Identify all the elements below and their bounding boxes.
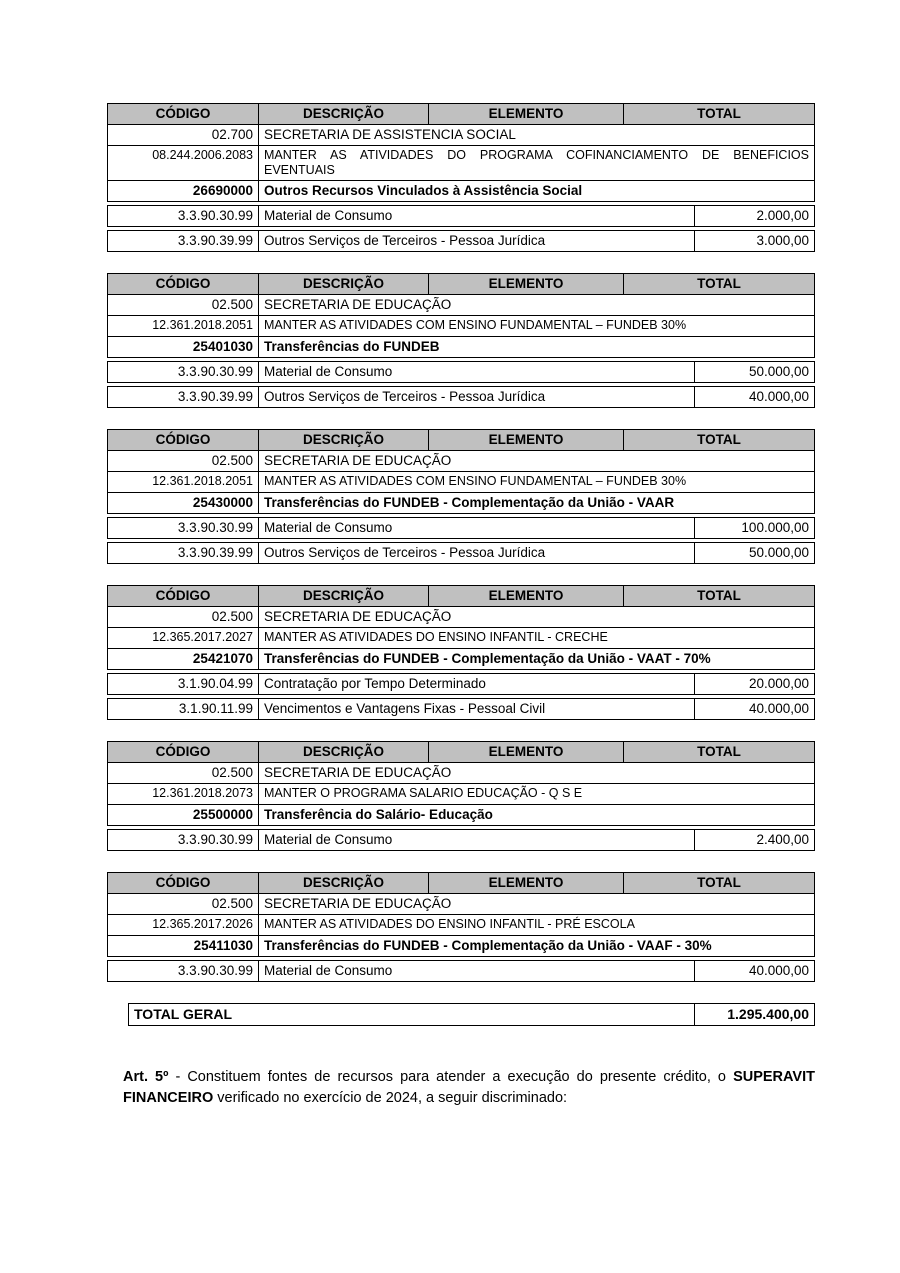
action-row (107, 627, 815, 649)
org-code: 02.700 (211, 127, 253, 142)
element-total: 40.000,00 (694, 387, 814, 407)
budget-table-3 (107, 429, 815, 564)
org-name: SECRETARIA DE EDUCAÇÃO (258, 295, 814, 315)
org-row (107, 124, 815, 146)
source-row (107, 180, 815, 202)
article-paragraph (123, 1067, 815, 1109)
article-number: Art. 5º (123, 1069, 169, 1085)
header-codigo: CÓDIGO (155, 276, 211, 291)
source-name: Transferências do FUNDEB - Complementação da União - VAAF - 30% (258, 936, 814, 956)
element-code: 3.3.90.39.99 (177, 233, 253, 248)
element-total: 2.400,00 (694, 830, 814, 850)
source-code: 26690000 (192, 183, 253, 198)
org-row (107, 606, 815, 628)
element-code: 3.1.90.04.99 (177, 676, 253, 691)
element-row (107, 829, 815, 851)
action-code: 08.244.2006.2083 (152, 148, 253, 162)
source-name: Outros Recursos Vinculados à Assistência Social (258, 181, 814, 201)
element-code: 3.3.90.30.99 (177, 520, 253, 535)
element-name: Material de Consumo (258, 961, 694, 981)
org-code: 02.500 (211, 609, 253, 624)
element-row (107, 960, 815, 982)
org-name: SECRETARIA DE EDUCAÇÃO (258, 607, 814, 627)
element-row (107, 673, 815, 695)
header-codigo: CÓDIGO (155, 744, 211, 759)
element-row (107, 205, 815, 227)
source-row (107, 648, 815, 670)
element-name: Vencimentos e Vantagens Fixas - Pessoal Civil (258, 699, 694, 719)
org-row (107, 893, 815, 915)
header-descricao: DESCRIÇÃO (258, 742, 428, 762)
header-descricao: DESCRIÇÃO (258, 873, 428, 893)
action-name: MANTER AS ATIVIDADES DO PROGRAMA COFINANCIAMENTO DE BENEFICIOS EVENTUAIS (258, 146, 814, 180)
table-header-row (107, 872, 815, 894)
element-total: 50.000,00 (694, 543, 814, 563)
header-elemento: ELEMENTO (428, 586, 623, 606)
source-row (107, 935, 815, 957)
action-code: 12.361.2018.2073 (152, 786, 253, 800)
budget-table-6 (107, 872, 815, 982)
article-text-2: verificado no exercício de 2024, a seguir discriminado: (213, 1090, 568, 1107)
header-elemento: ELEMENTO (428, 742, 623, 762)
total-geral-label: TOTAL GERAL (134, 1006, 232, 1022)
header-descricao: DESCRIÇÃO (258, 274, 428, 294)
element-name: Outros Serviços de Terceiros - Pessoa Jurídica (258, 387, 694, 407)
element-total: 40.000,00 (694, 699, 814, 719)
budget-table-2 (107, 273, 815, 408)
org-code: 02.500 (211, 453, 253, 468)
org-row (107, 450, 815, 472)
element-total: 2.000,00 (694, 206, 814, 226)
element-name: Material de Consumo (258, 362, 694, 382)
header-total: TOTAL (623, 586, 814, 606)
element-name: Material de Consumo (258, 830, 694, 850)
element-row (107, 517, 815, 539)
action-row (107, 914, 815, 936)
element-total: 20.000,00 (694, 674, 814, 694)
source-code: 25401030 (192, 339, 253, 354)
source-code: 25430000 (192, 495, 253, 510)
element-name: Material de Consumo (258, 518, 694, 538)
action-name: MANTER O PROGRAMA SALARIO EDUCAÇÃO - Q S E (258, 784, 814, 804)
superavit-financeiro-label: SUPERAVIT FINANCEIRO (123, 1069, 815, 1107)
action-code: 12.365.2017.2026 (152, 917, 253, 931)
table-header-row (107, 429, 815, 451)
header-descricao: DESCRIÇÃO (258, 430, 428, 450)
source-row (107, 336, 815, 358)
org-name: SECRETARIA DE EDUCAÇÃO (258, 451, 814, 471)
action-name: MANTER AS ATIVIDADES COM ENSINO FUNDAMENTAL – FUNDEB 30% (258, 472, 814, 492)
org-row (107, 762, 815, 784)
org-code: 02.500 (211, 896, 253, 911)
source-code: 25500000 (192, 807, 253, 822)
header-elemento: ELEMENTO (428, 430, 623, 450)
header-total: TOTAL (623, 104, 814, 124)
header-descricao: DESCRIÇÃO (258, 586, 428, 606)
header-codigo: CÓDIGO (155, 588, 211, 603)
header-codigo: CÓDIGO (155, 432, 211, 447)
element-code: 3.3.90.30.99 (177, 832, 253, 847)
element-code: 3.3.90.39.99 (177, 545, 253, 560)
budget-table-1 (107, 103, 815, 252)
element-name: Outros Serviços de Terceiros - Pessoa Jurídica (258, 543, 694, 563)
action-code: 12.361.2018.2051 (152, 474, 253, 488)
header-elemento: ELEMENTO (428, 274, 623, 294)
org-name: SECRETARIA DE EDUCAÇÃO (258, 763, 814, 783)
header-total: TOTAL (623, 742, 814, 762)
action-code: 12.365.2017.2027 (152, 630, 253, 644)
action-row (107, 145, 815, 181)
total-geral-row (128, 1003, 815, 1026)
source-code: 25411030 (193, 938, 253, 953)
element-row (107, 698, 815, 720)
source-name: Transferências do FUNDEB (258, 337, 814, 357)
element-name: Material de Consumo (258, 206, 694, 226)
header-elemento: ELEMENTO (428, 104, 623, 124)
org-row (107, 294, 815, 316)
element-code: 3.3.90.39.99 (177, 389, 253, 404)
element-code: 3.3.90.30.99 (177, 208, 253, 223)
element-name: Outros Serviços de Terceiros - Pessoa Jurídica (258, 231, 694, 251)
org-code: 02.500 (211, 765, 253, 780)
header-total: TOTAL (623, 873, 814, 893)
action-name: MANTER AS ATIVIDADES COM ENSINO FUNDAMENTAL – FUNDEB 30% (258, 316, 814, 336)
element-code: 3.3.90.30.99 (177, 364, 253, 379)
element-row (107, 386, 815, 408)
header-descricao: DESCRIÇÃO (258, 104, 428, 124)
table-header-row (107, 741, 815, 763)
source-row (107, 492, 815, 514)
action-row (107, 471, 815, 493)
source-row (107, 804, 815, 826)
action-name: MANTER AS ATIVIDADES DO ENSINO INFANTIL - CRECHE (258, 628, 814, 648)
source-name: Transferência do Salário- Educação (258, 805, 814, 825)
element-code: 3.1.90.11.99 (178, 701, 253, 716)
table-header-row (107, 585, 815, 607)
budget-table-4 (107, 585, 815, 720)
action-row (107, 315, 815, 337)
source-name: Transferências do FUNDEB - Complementação da União - VAAR (258, 493, 814, 513)
article-text-1: - Constituem fontes de recursos para atender a execução do presente crédito, o (168, 1069, 734, 1085)
org-code: 02.500 (211, 297, 253, 312)
element-name: Contratação por Tempo Determinado (258, 674, 694, 694)
header-codigo: CÓDIGO (155, 875, 211, 890)
element-total: 50.000,00 (694, 362, 814, 382)
header-total: TOTAL (623, 274, 814, 294)
table-header-row (107, 103, 815, 125)
action-code: 12.361.2018.2051 (152, 318, 253, 332)
element-total: 3.000,00 (694, 231, 814, 251)
header-elemento: ELEMENTO (428, 873, 623, 893)
element-row (107, 361, 815, 383)
header-total: TOTAL (623, 430, 814, 450)
element-code: 3.3.90.30.99 (177, 963, 253, 978)
source-code: 25421070 (192, 651, 253, 666)
source-name: Transferências do FUNDEB - Complementação da União - VAAT - 70% (258, 649, 814, 669)
element-row (107, 230, 815, 252)
budget-table-5 (107, 741, 815, 851)
org-name: SECRETARIA DE EDUCAÇÃO (258, 894, 814, 914)
total-geral-value: 1.295.400,00 (694, 1004, 814, 1025)
action-name: MANTER AS ATIVIDADES DO ENSINO INFANTIL - PRÉ ESCOLA (258, 915, 814, 935)
element-row (107, 542, 815, 564)
header-codigo: CÓDIGO (155, 106, 211, 121)
action-row (107, 783, 815, 805)
element-total: 100.000,00 (694, 518, 814, 538)
element-total: 40.000,00 (694, 961, 814, 981)
table-header-row (107, 273, 815, 295)
org-name: SECRETARIA DE ASSISTENCIA SOCIAL (258, 125, 814, 145)
